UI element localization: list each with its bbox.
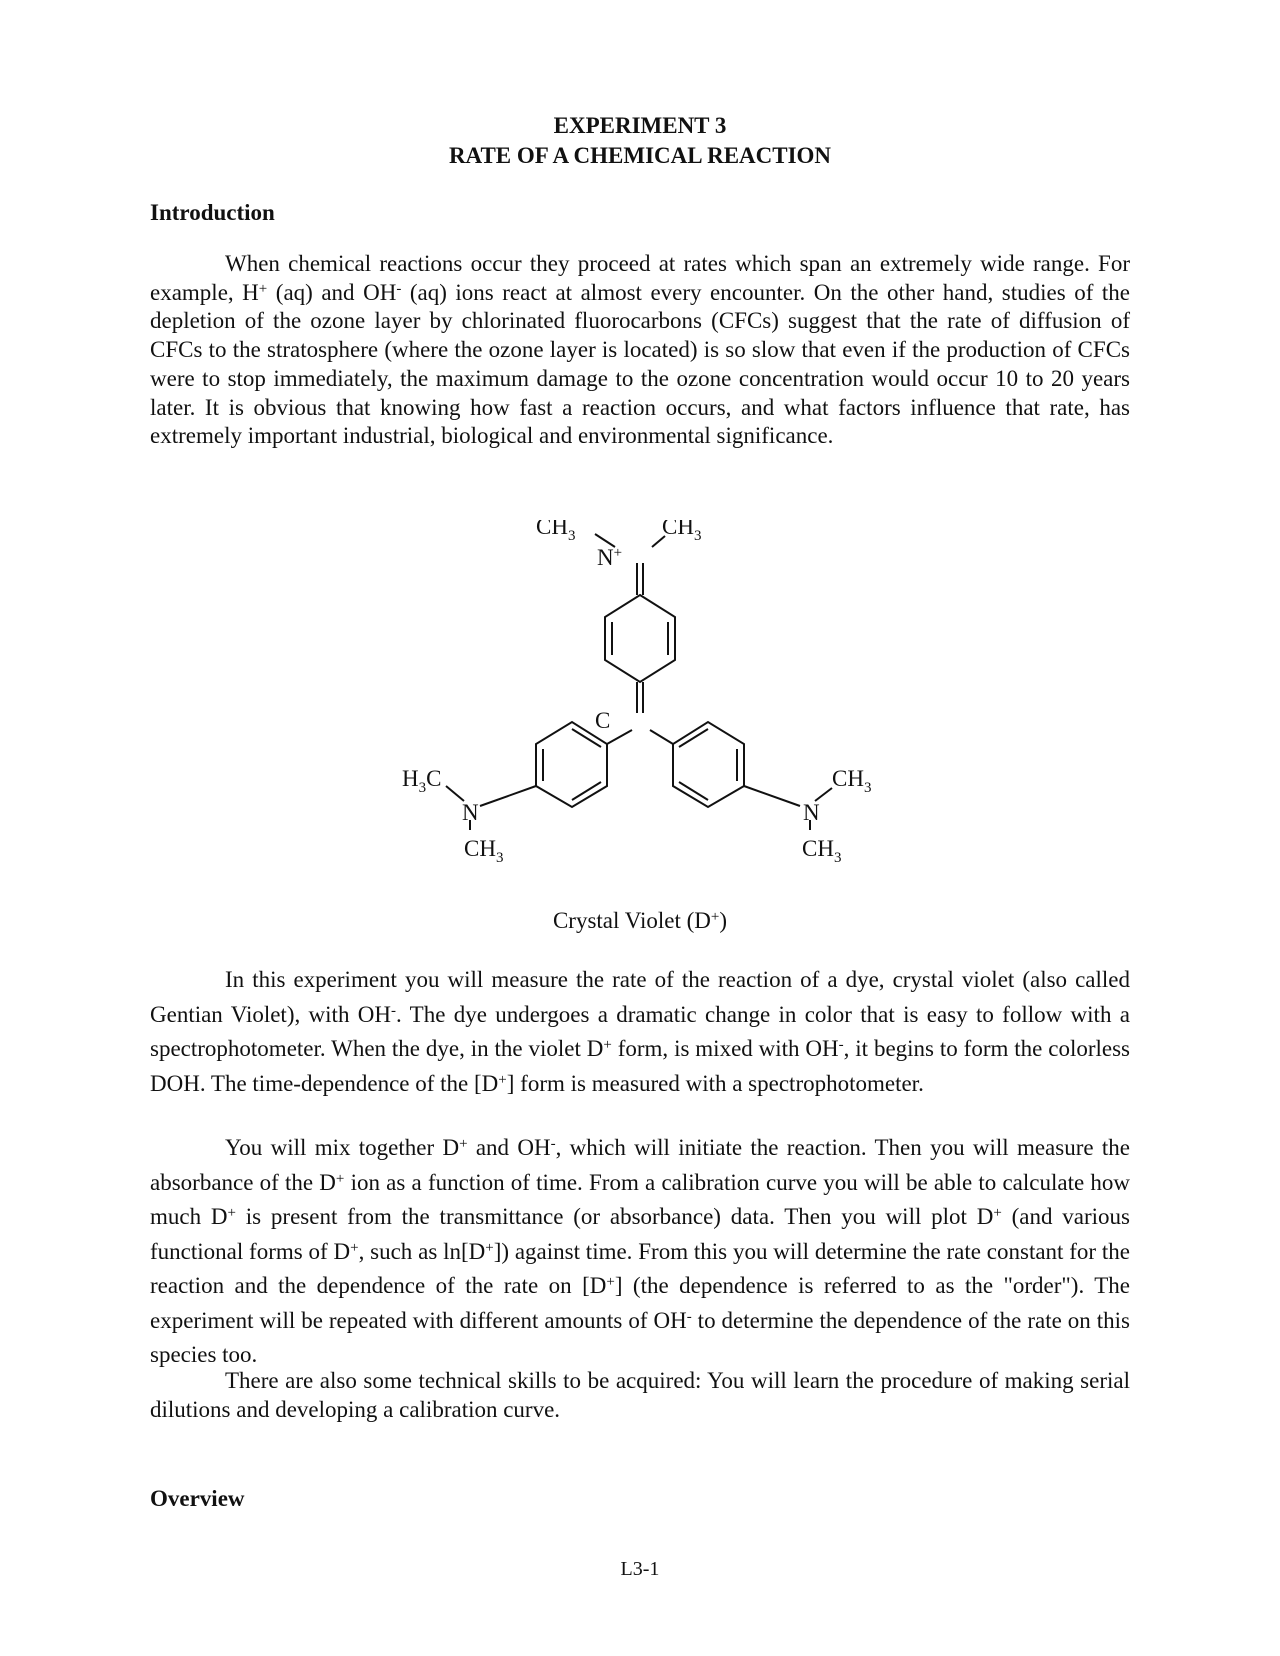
page-number: L3-1 xyxy=(620,1558,660,1580)
experiment-description-paragraph: In this experiment you will measure the rate of the reaction of a dye, crystal violet (also called Gentian Violet), with OH-. The dye undergoes a dramatic change in color that is easy to follow with a spectrophotometer. When the dye, in the violet D+ form, is mixed with OH-, it begins to form the colorless DOH. The time-dependence of the [D+] form is measured with a spectrophotometer. xyxy=(150,967,1130,1096)
amine-n-right-label: N xyxy=(803,800,820,825)
introduction-heading: Introduction xyxy=(150,200,275,225)
overview-heading: Overview xyxy=(150,1486,245,1511)
central-carbon-label: C xyxy=(595,708,611,733)
crystal-violet-structure xyxy=(400,520,880,890)
amine-n-left-label: N xyxy=(462,800,479,825)
experiment-number: EXPERIMENT 3 xyxy=(553,113,727,138)
experiment-title: RATE OF A CHEMICAL REACTION xyxy=(448,143,832,168)
methyl-label-bottom-right: $CH_3$ xyxy=(802,836,842,866)
methyl-label-bottom-left: $CH_3$ xyxy=(464,836,504,866)
skills-paragraph: There are also some technical skills to be acquired: You will learn the procedure of making serial dilutions and developing a calibration curve. xyxy=(150,1368,1130,1422)
iminium-n-label: N+ xyxy=(597,545,623,570)
introduction-paragraph: When chemical reactions occur they proceed at rates which span an extremely wide range. For example, H+ (aq) and OH- (aq) ions react at almost every encounter. On the other hand, studies of the depletion of the ozone layer by chlorinated fluorocarbons (CFCs) suggest that the rate of diffusion of CFCs to the stratosphere (where the ozone layer is located) is so slow that even if the production of CFCs were to stop immediately, the maximum damage to the ozone concentration would occur 10 to 20 years later. It is obvious that knowing how fast a reaction occurs, and what factors influence that rate, has extremely important industrial, biological and environmental significance. xyxy=(150,251,1130,449)
methyl-label-left: $H_3C$ xyxy=(402,766,442,796)
molecule-caption: Crystal Violet (D+) xyxy=(552,908,728,933)
procedure-paragraph: You will mix together D+ and OH-, which will initiate the reaction. Then you will measure the absorbance of the D+ ion as a function of time. From a calibration curve you will be able to calculate how much D+ is present from the transmittance (or absorbance) data. Then you will plot D+ (and various functional forms of D+, such as ln[D+]) against time. From this you will determine the rate constant for the reaction and the dependence of the rate on [D+] (the dependence is referred to as the "order"). The experiment will be repeated with different amounts of OH- to determine the dependence of the rate on this species too. xyxy=(150,1135,1131,1367)
methyl-label-top-right: $CH_3$ xyxy=(662,520,702,544)
methyl-label-right: $CH_3$ xyxy=(832,766,872,796)
methyl-label-top-left: $CH_3$ xyxy=(536,520,576,544)
